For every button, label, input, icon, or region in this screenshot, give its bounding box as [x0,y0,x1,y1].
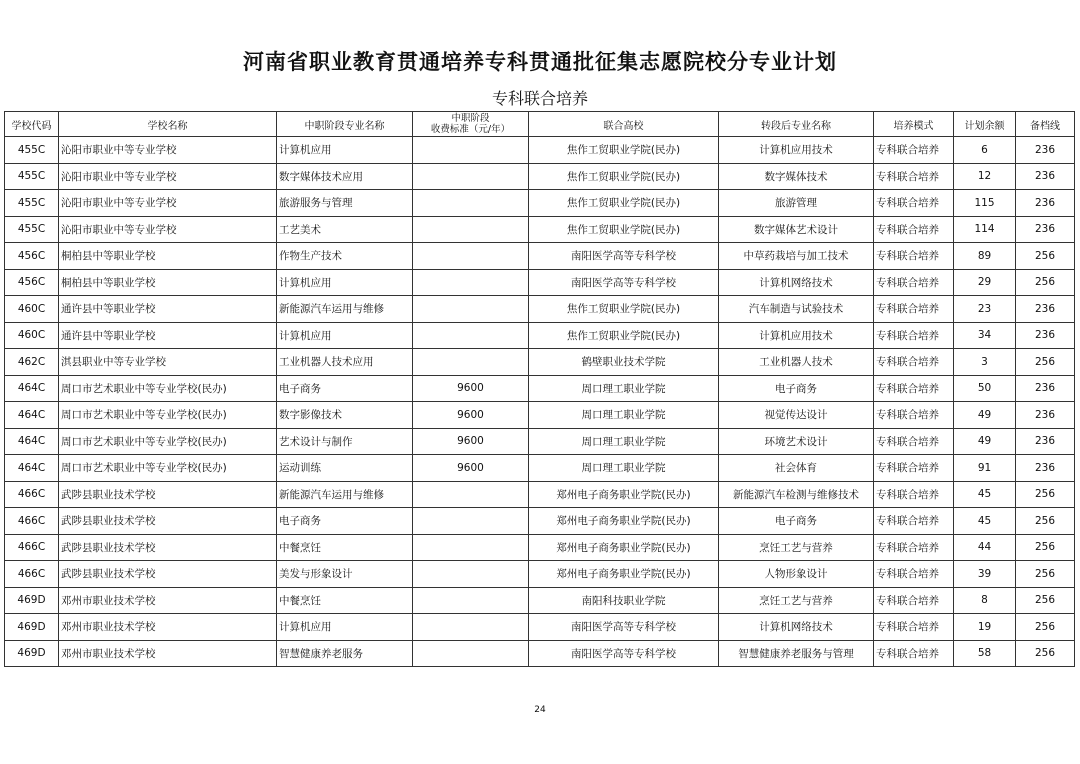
table-row [5,190,1075,217]
cell-cutoff: 236 [1016,163,1075,190]
cell-partner: 郑州电子商务职业学院(民办) [529,481,719,508]
table-body [5,137,1075,667]
cell-school-name: 周口市艺术职业中等专业学校(民办) [59,455,277,482]
cell-school-code: 469D [5,614,59,641]
cell-transfer-major: 新能源汽车检测与维修技术 [719,481,874,508]
cell-school-code: 464C [5,375,59,402]
cell-school-name: 周口市艺术职业中等专业学校(民办) [59,375,277,402]
cell-major: 作物生产技术 [277,243,413,270]
cell-school-name: 邓州市职业技术学校 [59,640,277,667]
cell-major: 计算机应用 [277,137,413,164]
cell-partner: 焦作工贸职业学院(民办) [529,216,719,243]
cell-fee [413,561,529,588]
cell-remaining: 3 [954,349,1016,376]
cell-school-code: 466C [5,534,59,561]
cell-fee: 9600 [413,455,529,482]
header-cutoff: 备档线 [1016,112,1075,137]
cell-school-code: 469D [5,640,59,667]
cell-school-name: 沁阳市职业中等专业学校 [59,163,277,190]
cell-major: 运动训练 [277,455,413,482]
table-row [5,534,1075,561]
cell-transfer-major: 计算机网络技术 [719,269,874,296]
cell-partner: 周口理工职业学院 [529,402,719,429]
cell-major: 新能源汽车运用与维修 [277,296,413,323]
cell-mode: 专科联合培养 [874,349,954,376]
cell-remaining: 12 [954,163,1016,190]
cell-cutoff: 256 [1016,508,1075,535]
cell-cutoff: 236 [1016,375,1075,402]
header-fee-line2: 收费标准（元/年） [430,124,511,135]
table-row [5,587,1075,614]
cell-remaining: 8 [954,587,1016,614]
header-fee [413,112,529,137]
table-row [5,243,1075,270]
cell-cutoff: 236 [1016,296,1075,323]
cell-school-name: 桐柏县中等职业学校 [59,243,277,270]
cell-fee [413,614,529,641]
cell-school-name: 周口市艺术职业中等专业学校(民办) [59,428,277,455]
cell-mode: 专科联合培养 [874,508,954,535]
cell-mode: 专科联合培养 [874,640,954,667]
cell-partner: 南阳医学高等专科学校 [529,614,719,641]
cell-fee [413,349,529,376]
cell-major: 数字媒体技术应用 [277,163,413,190]
cell-fee [413,322,529,349]
cell-remaining: 89 [954,243,1016,270]
cell-mode: 专科联合培养 [874,296,954,323]
cell-transfer-major: 电子商务 [719,508,874,535]
cell-fee [413,190,529,217]
cell-fee [413,481,529,508]
cell-major: 计算机应用 [277,322,413,349]
cell-remaining: 91 [954,455,1016,482]
cell-cutoff: 256 [1016,243,1075,270]
cell-cutoff: 256 [1016,269,1075,296]
table-row [5,137,1075,164]
cell-major: 中餐烹饪 [277,587,413,614]
cell-fee [413,216,529,243]
cell-school-name: 邓州市职业技术学校 [59,614,277,641]
page-number: 24 [534,705,546,715]
cell-remaining: 50 [954,375,1016,402]
cell-partner: 郑州电子商务职业学院(民办) [529,508,719,535]
cell-transfer-major: 旅游管理 [719,190,874,217]
table-row [5,269,1075,296]
cell-school-name: 通许县中等职业学校 [59,322,277,349]
cell-remaining: 44 [954,534,1016,561]
cell-mode: 专科联合培养 [874,455,954,482]
cell-school-code: 456C [5,269,59,296]
cell-cutoff: 256 [1016,561,1075,588]
table-row [5,481,1075,508]
cell-partner: 南阳科技职业学院 [529,587,719,614]
cell-school-name: 武陟县职业技术学校 [59,481,277,508]
cell-remaining: 45 [954,508,1016,535]
cell-school-code: 462C [5,349,59,376]
cell-remaining: 49 [954,428,1016,455]
cell-mode: 专科联合培养 [874,190,954,217]
cell-partner: 周口理工职业学院 [529,428,719,455]
cell-school-code: 464C [5,455,59,482]
cell-remaining: 115 [954,190,1016,217]
cell-fee [413,269,529,296]
header-partner: 联合高校 [529,112,719,137]
cell-school-name: 沁阳市职业中等专业学校 [59,216,277,243]
header-school-name: 学校名称 [59,112,277,137]
cell-major: 美发与形象设计 [277,561,413,588]
table-row [5,322,1075,349]
table-row [5,614,1075,641]
cell-remaining: 19 [954,614,1016,641]
table-header [5,112,1075,137]
cell-cutoff: 256 [1016,614,1075,641]
cell-fee [413,163,529,190]
cell-school-code: 455C [5,163,59,190]
cell-transfer-major: 数字媒体技术 [719,163,874,190]
cell-school-code: 455C [5,216,59,243]
cell-fee [413,243,529,270]
cell-remaining: 6 [954,137,1016,164]
cell-cutoff: 256 [1016,640,1075,667]
cell-major: 中餐烹饪 [277,534,413,561]
cell-partner: 郑州电子商务职业学院(民办) [529,534,719,561]
cell-mode: 专科联合培养 [874,163,954,190]
cell-major: 智慧健康养老服务 [277,640,413,667]
cell-mode: 专科联合培养 [874,587,954,614]
cell-transfer-major: 数字媒体艺术设计 [719,216,874,243]
cell-school-name: 武陟县职业技术学校 [59,534,277,561]
cell-school-code: 460C [5,322,59,349]
cell-fee [413,508,529,535]
cell-cutoff: 236 [1016,428,1075,455]
cell-partner: 郑州电子商务职业学院(民办) [529,561,719,588]
cell-transfer-major: 计算机应用技术 [719,322,874,349]
cell-transfer-major: 工业机器人技术 [719,349,874,376]
cell-remaining: 39 [954,561,1016,588]
cell-transfer-major: 视觉传达设计 [719,402,874,429]
cell-mode: 专科联合培养 [874,216,954,243]
cell-transfer-major: 计算机网络技术 [719,614,874,641]
header-major: 中职阶段专业名称 [277,112,413,137]
table-row [5,402,1075,429]
cell-school-code: 469D [5,587,59,614]
cell-major: 电子商务 [277,375,413,402]
cell-cutoff: 256 [1016,587,1075,614]
table-row [5,296,1075,323]
cell-school-code: 466C [5,561,59,588]
cell-transfer-major: 烹饪工艺与营养 [719,534,874,561]
cell-major: 电子商务 [277,508,413,535]
cell-fee [413,296,529,323]
table-row [5,428,1075,455]
cell-major: 新能源汽车运用与维修 [277,481,413,508]
cell-cutoff: 256 [1016,481,1075,508]
cell-partner: 鹤壁职业技术学院 [529,349,719,376]
cell-transfer-major: 汽车制造与试验技术 [719,296,874,323]
cell-mode: 专科联合培养 [874,481,954,508]
cell-mode: 专科联合培养 [874,137,954,164]
cell-partner: 焦作工贸职业学院(民办) [529,163,719,190]
cell-school-name: 周口市艺术职业中等专业学校(民办) [59,402,277,429]
table-row [5,163,1075,190]
cell-school-code: 464C [5,428,59,455]
cell-transfer-major: 社会体育 [719,455,874,482]
cell-cutoff: 236 [1016,455,1075,482]
cell-school-name: 武陟县职业技术学校 [59,508,277,535]
plan-table [4,111,1075,667]
cell-fee: 9600 [413,375,529,402]
cell-school-code: 456C [5,243,59,270]
cell-cutoff: 236 [1016,137,1075,164]
cell-fee [413,587,529,614]
cell-school-name: 沁阳市职业中等专业学校 [59,190,277,217]
cell-cutoff: 256 [1016,534,1075,561]
table-row [5,455,1075,482]
cell-fee: 9600 [413,428,529,455]
cell-major: 工艺美术 [277,216,413,243]
header-remaining: 计划余额 [954,112,1016,137]
cell-mode: 专科联合培养 [874,375,954,402]
cell-major: 数字影像技术 [277,402,413,429]
cell-partner: 南阳医学高等专科学校 [529,269,719,296]
page-title: 河南省职业教育贯通培养专科贯通批征集志愿院校分专业计划 [243,50,837,74]
cell-partner: 焦作工贸职业学院(民办) [529,137,719,164]
cell-remaining: 114 [954,216,1016,243]
cell-fee [413,640,529,667]
cell-mode: 专科联合培养 [874,243,954,270]
cell-mode: 专科联合培养 [874,561,954,588]
cell-school-name: 沁阳市职业中等专业学校 [59,137,277,164]
cell-school-name: 武陟县职业技术学校 [59,561,277,588]
header-mode: 培养模式 [874,112,954,137]
table-row [5,216,1075,243]
cell-fee [413,137,529,164]
cell-remaining: 23 [954,296,1016,323]
cell-transfer-major: 人物形象设计 [719,561,874,588]
cell-major: 计算机应用 [277,269,413,296]
cell-fee: 9600 [413,402,529,429]
cell-partner: 南阳医学高等专科学校 [529,640,719,667]
cell-school-name: 淇县职业中等专业学校 [59,349,277,376]
cell-partner: 焦作工贸职业学院(民办) [529,322,719,349]
cell-transfer-major: 环境艺术设计 [719,428,874,455]
cell-cutoff: 256 [1016,349,1075,376]
cell-transfer-major: 烹饪工艺与营养 [719,587,874,614]
cell-transfer-major: 电子商务 [719,375,874,402]
header-transfer-major: 转段后专业名称 [719,112,874,137]
cell-mode: 专科联合培养 [874,614,954,641]
cell-mode: 专科联合培养 [874,322,954,349]
cell-partner: 焦作工贸职业学院(民办) [529,296,719,323]
cell-transfer-major: 智慧健康养老服务与管理 [719,640,874,667]
cell-major: 计算机应用 [277,614,413,641]
cell-school-code: 455C [5,137,59,164]
cell-mode: 专科联合培养 [874,428,954,455]
cell-cutoff: 236 [1016,322,1075,349]
cell-cutoff: 236 [1016,402,1075,429]
table-row [5,640,1075,667]
cell-remaining: 49 [954,402,1016,429]
cell-major: 艺术设计与制作 [277,428,413,455]
cell-school-code: 464C [5,402,59,429]
header-code: 学校代码 [5,112,59,137]
table-row [5,349,1075,376]
cell-cutoff: 236 [1016,216,1075,243]
cell-remaining: 45 [954,481,1016,508]
table-row [5,375,1075,402]
cell-major: 工业机器人技术应用 [277,349,413,376]
cell-school-code: 460C [5,296,59,323]
cell-transfer-major: 计算机应用技术 [719,137,874,164]
table-row [5,561,1075,588]
cell-remaining: 58 [954,640,1016,667]
cell-partner: 周口理工职业学院 [529,375,719,402]
cell-partner: 焦作工贸职业学院(民办) [529,190,719,217]
cell-school-name: 邓州市职业技术学校 [59,587,277,614]
cell-school-name: 桐柏县中等职业学校 [59,269,277,296]
cell-fee [413,534,529,561]
cell-cutoff: 236 [1016,190,1075,217]
cell-partner: 周口理工职业学院 [529,455,719,482]
page-subtitle: 专科联合培养 [491,89,588,108]
cell-remaining: 34 [954,322,1016,349]
cell-mode: 专科联合培养 [874,402,954,429]
cell-mode: 专科联合培养 [874,534,954,561]
header-fee-line1: 中职阶段 [451,113,490,124]
cell-major: 旅游服务与管理 [277,190,413,217]
cell-school-code: 466C [5,508,59,535]
cell-mode: 专科联合培养 [874,269,954,296]
cell-transfer-major: 中草药栽培与加工技术 [719,243,874,270]
cell-school-code: 455C [5,190,59,217]
cell-school-name: 通许县中等职业学校 [59,296,277,323]
cell-remaining: 29 [954,269,1016,296]
cell-partner: 南阳医学高等专科学校 [529,243,719,270]
table-row [5,508,1075,535]
cell-school-code: 466C [5,481,59,508]
